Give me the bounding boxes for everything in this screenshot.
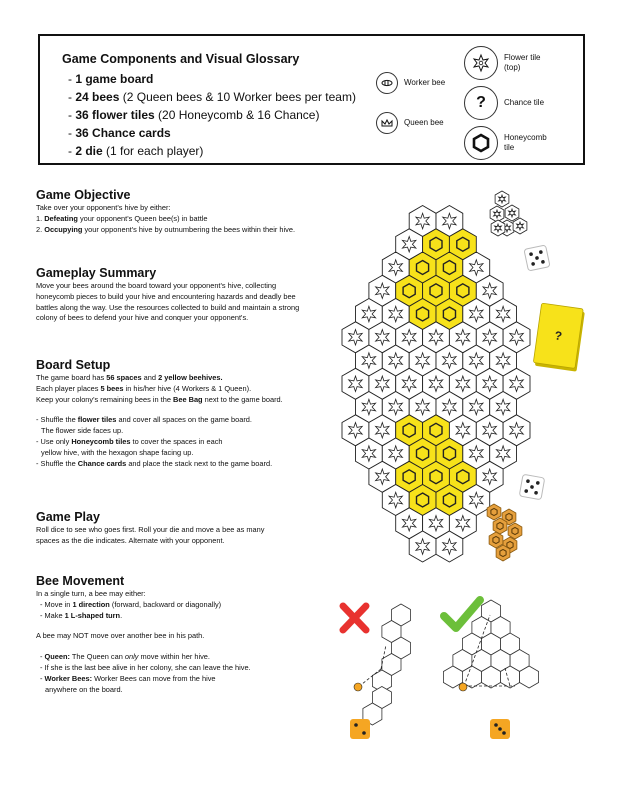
summary-line: Move your bees around the board toward your opponent's hive, collecting xyxy=(36,281,277,290)
game-board xyxy=(342,206,530,563)
movement-die xyxy=(490,719,510,739)
summary-line: colony of bees to defend your hive and conquer your opponent's. xyxy=(36,313,249,323)
honeycomb-tile xyxy=(493,518,507,534)
chance-tile-icon: ? xyxy=(464,86,498,120)
summary-line: honeycomb pieces to build your hive and encountering hazards and deadly bee xyxy=(36,291,296,301)
honeycomb-tile xyxy=(487,504,501,520)
queen-label: Queen bee xyxy=(404,118,444,127)
honeycomb-tile-icon xyxy=(464,126,498,160)
chance-card-symbol: ? xyxy=(553,328,563,344)
play-title: Game Play xyxy=(36,510,100,524)
setup-section xyxy=(36,358,336,469)
play-line: Roll dice to see who goes first. Roll your die and move a bee as many xyxy=(36,525,265,534)
flower-tile xyxy=(490,206,504,222)
glossary-queen xyxy=(376,112,444,134)
movement-section xyxy=(36,574,336,695)
die xyxy=(519,474,544,499)
setup-line: Each player places 5 bees in his/her hive (4 Workers & 1 Queen). xyxy=(36,383,252,393)
movement-die xyxy=(350,719,370,739)
honeycomb-tile xyxy=(508,523,522,539)
objective-item-1: 1. Defeating your opponent's Queen bee(s) in battle xyxy=(36,213,208,223)
honeycomb-label-sub: tile xyxy=(504,143,515,152)
honeycomb-tile-stack xyxy=(487,504,522,561)
glossary-honeycomb xyxy=(464,126,547,160)
right-move-diagram xyxy=(443,600,538,691)
setup-bullet-cont: The flower side faces up. xyxy=(41,426,124,436)
setup-bullet: - Use only Honeycomb tiles to cover the spaces in each xyxy=(36,436,223,446)
queen-bee-icon xyxy=(376,112,398,134)
list-item: - 1 game board xyxy=(68,72,154,86)
summary-section xyxy=(36,266,336,324)
movement-intro: In a single turn, a bee may either: xyxy=(36,589,146,598)
play-section xyxy=(36,510,336,547)
movement-option: - Make 1 L-shaped turn. xyxy=(40,610,123,620)
movement-diagrams xyxy=(330,595,570,745)
wrong-move-icon xyxy=(343,606,366,630)
glossary-box xyxy=(38,34,585,165)
chance-card-stack xyxy=(533,303,585,372)
list-item: - 36 Chance cards xyxy=(68,126,171,140)
flower-tile-icon xyxy=(464,46,498,80)
objective-section xyxy=(36,188,336,235)
glossary-flower xyxy=(464,46,540,80)
summary-line: battles along the way. Use the resources collected to build and maintain a strong xyxy=(36,302,300,312)
die xyxy=(524,245,550,271)
flower-tile xyxy=(495,191,509,207)
flower-tile xyxy=(513,218,527,234)
movement-option: - Move in 1 direction (forward, backward or diagonally) xyxy=(40,599,222,609)
worker-rule: - Worker Bees: Worker Bees can move from the hive xyxy=(40,673,216,683)
setup-line: The game board has 56 spaces and 2 yellow beehives. xyxy=(36,373,223,382)
worker-bee-icon xyxy=(376,72,398,94)
board-illustration xyxy=(330,185,621,565)
honeycomb-tile xyxy=(489,532,503,548)
honeycomb-label: Honeycomb xyxy=(504,133,547,142)
setup-bullet: - Shuffle the Chance cards and place the stack next to the game board. xyxy=(36,458,273,468)
glossary-chance xyxy=(464,86,544,120)
setup-title: Board Setup xyxy=(36,358,111,372)
list-item: - 24 bees (2 Queen bees & 10 Worker bees per team) xyxy=(68,90,356,104)
flower-tile-stack xyxy=(490,191,527,236)
flower-label: Flower tile xyxy=(504,53,541,62)
setup-bullet: - Shuffle the flower tiles and cover all spaces on the game board. xyxy=(36,415,252,425)
setup-line: Keep your colony's remaining bees in the Bee Bag next to the game board. xyxy=(36,394,283,404)
components-list xyxy=(68,70,356,160)
objective-title: Game Objective xyxy=(36,188,131,202)
flower-tile xyxy=(505,205,519,221)
queen-rule-exception: - If she is the last bee alive in her colony, she can leave the hive. xyxy=(40,662,251,672)
summary-title: Gameplay Summary xyxy=(36,266,157,280)
list-item: - 2 die (1 for each player) xyxy=(68,144,204,158)
glossary-worker xyxy=(376,72,445,94)
objective-item-2: 2. Occupying your opponent's hive by outnumbering the bees within their hive. xyxy=(36,224,296,234)
chance-label: Chance tile xyxy=(504,98,545,107)
bee-token xyxy=(354,683,362,691)
worker-label: Worker bee xyxy=(404,78,446,87)
worker-rule-cont: anywhere on the board. xyxy=(45,684,123,694)
list-item: - 36 flower tiles (20 Honeycomb & 16 Chance) xyxy=(68,108,320,122)
movement-title: Bee Movement xyxy=(36,574,125,588)
flower-label-sub: (top) xyxy=(504,63,521,72)
play-line: spaces as the die indicates. Alternate with your opponent. xyxy=(36,535,225,545)
flower-tile xyxy=(491,220,505,236)
honeycomb-tile xyxy=(496,545,510,561)
bee-token xyxy=(459,683,467,691)
glossary-title: Game Components and Visual Glossary xyxy=(62,52,300,66)
movement-rule: A bee may NOT move over another bee in his path. xyxy=(36,631,205,641)
objective-intro: Take over your opponent's hive by either: xyxy=(36,203,171,212)
queen-rule: - Queen: The Queen can only move within her hive. xyxy=(40,652,210,662)
setup-bullet-cont: yellow hive, with the hexagon shape facing up. xyxy=(41,447,194,457)
